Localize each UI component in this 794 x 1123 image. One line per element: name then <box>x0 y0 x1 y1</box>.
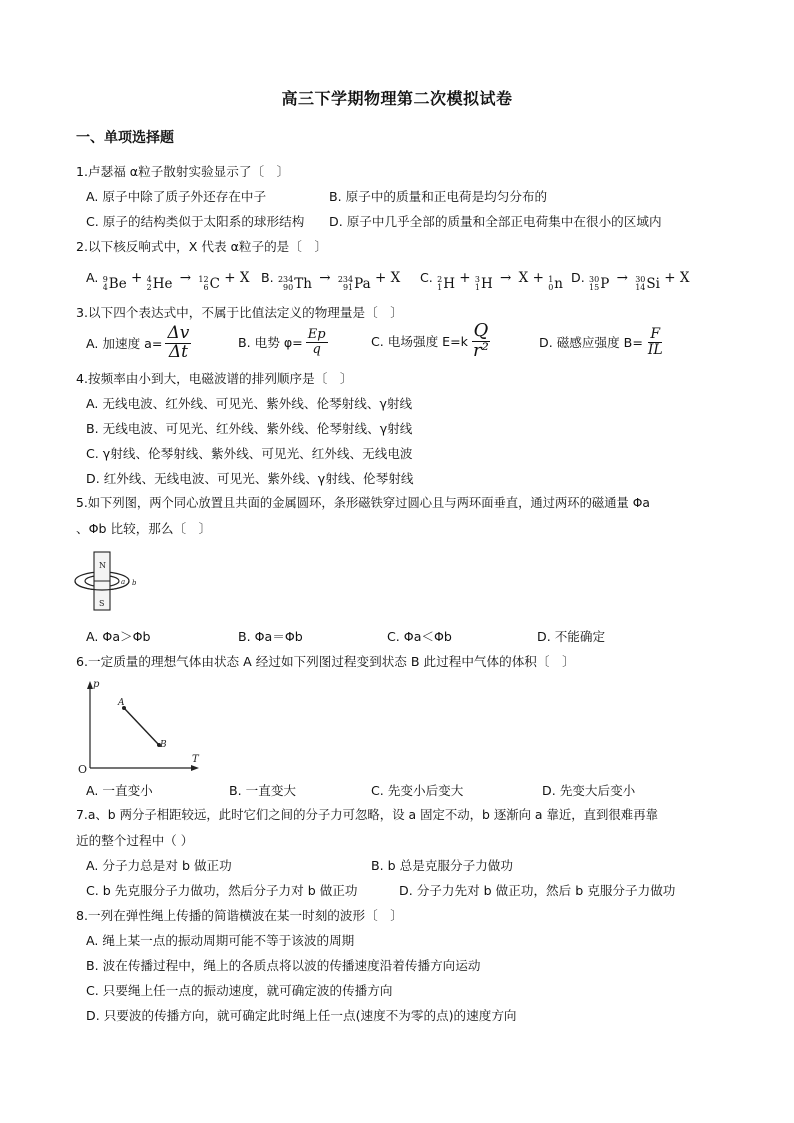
fraction-q-r2: $\frac{Q}{\text{r²}}$ <box>472 320 489 361</box>
question-5-stem-line-2: 、Φb 比较，那么〔 〕 <box>76 521 212 536</box>
question-3-option-d[interactable] <box>539 327 665 357</box>
question-8-option-b[interactable]: B. 波在传播过程中，绳上的各质点将以波的传播速度沿着传播方向运动 <box>86 958 481 973</box>
question-4-option-d[interactable]: D. 红外线、无线电波、可见光、紫外线、γ射线、伦琴射线 <box>86 471 414 486</box>
question-5-option-b[interactable]: B. Φa＝Φb <box>238 629 303 644</box>
question-2-option-c[interactable]: C. 2 1 H + 3 1 H → X + 1 0 n <box>420 270 563 292</box>
question-1-option-d[interactable]: D. 原子中几乎全部的质量和全部正电荷集中在很小的区域内 <box>329 214 662 229</box>
question-7-option-d[interactable]: D. 分子力先对 b 做正功，然后 b 克服分子力做功 <box>399 883 676 898</box>
origin-label: O <box>78 763 88 776</box>
magnet-south-label: S <box>99 599 105 608</box>
question-7-option-c[interactable]: C. b 先克服分子力做功，然后分子力对 b 做正功 <box>86 883 358 898</box>
question-7-option-b[interactable]: B. b 总是克服分子力做功 <box>371 858 513 873</box>
question-6-stem: 6.一定质量的理想气体由状态 A 经过如下列图过程变到状态 B 此过程中气体的体积〔 〕 <box>76 654 575 669</box>
question-6-option-d[interactable]: D. 先变大后变小 <box>542 783 636 798</box>
option-text: A. 加速度 a= <box>86 335 163 351</box>
option-text: C. 电场强度 E=k <box>371 333 468 349</box>
nuclide-n: 1 0 n <box>548 275 563 292</box>
question-8-option-d[interactable]: D. 只要波的传播方向，就可确定此时绳上任一点(速度不为零的点)的速度方向 <box>86 1008 517 1023</box>
ring-b-label: b <box>132 579 137 587</box>
question-5-option-c[interactable]: C. Φa＜Φb <box>387 629 452 644</box>
unknown-x: X <box>518 270 529 286</box>
fraction-ep-q: $\frac{Ep}{q}$ <box>307 327 326 357</box>
question-7-stem-line-2: 近的整个过程中（ ） <box>76 833 194 848</box>
question-3-option-c[interactable] <box>371 322 491 361</box>
question-1-option-a[interactable]: A. 原子中除了质子外还存在中子 <box>86 189 267 204</box>
option-label: A. <box>86 270 99 285</box>
nuclide-he: 4 2 He <box>146 275 173 292</box>
section-heading: 一、单项选择题 <box>76 130 174 146</box>
question-7-option-a[interactable]: A. 分子力总是对 b 做正功 <box>86 858 232 873</box>
question-3-stem: 3.以下四个表达式中，不属于比值法定义的物理量是〔 〕 <box>76 305 403 320</box>
question-2-stem: 2.以下核反响式中，X 代表 α粒子的是〔 〕 <box>76 239 328 254</box>
question-4-stem: 4.按频率由小到大，电磁波谱的排列顺序是〔 〕 <box>76 371 353 386</box>
question-1-option-b[interactable]: B. 原子中的质量和正电荷是均匀分布的 <box>329 189 548 204</box>
question-1-stem: 1.卢瑟福 α粒子散射实验显示了〔 〕 <box>76 164 290 179</box>
ring-a-label: a <box>121 578 126 586</box>
axis-p-label: p <box>93 679 100 690</box>
question-8-stem: 8.一列在弹性绳上传播的简谐横波在某一时刻的波形〔 〕 <box>76 908 403 923</box>
question-1-option-c[interactable]: C. 原子的结构类似于太阳系的球形结构 <box>86 214 305 229</box>
question-5-stem-line-1: 5.如下列图，两个同心放置且共面的金属圆环，条形磁铁穿过圆心且与两环面垂直，通过两环的磁通量 Φa <box>76 496 650 510</box>
question-7-stem-line-1: 7.a、b 两分子相距较远，此时它们之间的分子力可忽略，设 a 固定不动，b 逐渐向 a 靠近，直到很难再靠 <box>76 807 658 822</box>
option-label: D. <box>571 270 585 285</box>
axis-t-label: T <box>192 754 199 765</box>
question-8-option-c[interactable]: C. 只要绳上任一点的振动速度，就可确定波的传播方向 <box>86 983 393 998</box>
question-4-option-c[interactable]: C. γ射线、伦琴射线、紫外线、可见光、红外线、无线电波 <box>86 446 413 461</box>
nuclide-si: 30 14 Si <box>635 275 660 292</box>
question-3-option-b[interactable] <box>238 328 328 356</box>
nuclide-h2: 2 1 H <box>437 275 455 292</box>
nuclide-pa: 234 91 Pa <box>337 275 371 292</box>
nuclide-c: 12 6 C <box>198 275 220 292</box>
question-5-option-a[interactable]: A. Φa＞Φb <box>86 629 151 644</box>
question-4-option-b[interactable]: B. 无线电波、可见光、红外线、紫外线、伦琴射线、γ射线 <box>86 421 413 436</box>
point-a-label: A <box>118 698 125 708</box>
unknown-x: X <box>390 270 401 286</box>
option-label: B. <box>261 270 274 285</box>
option-text: D. 磁感应强度 B= <box>539 334 643 350</box>
question-3-option-a[interactable] <box>86 325 191 362</box>
option-label: C. <box>420 270 433 285</box>
page-title: 高三下学期物理第二次模拟试卷 <box>281 89 513 108</box>
fraction-f-il: $\frac{F}{IL}$ <box>647 326 663 358</box>
unknown-x: X <box>239 270 250 286</box>
question-5-option-d[interactable]: D. 不能确定 <box>537 629 606 644</box>
question-6-option-a[interactable]: A. 一直变小 <box>86 783 153 798</box>
question-6-option-b[interactable]: B. 一直变大 <box>229 783 297 798</box>
magnet-rings-figure <box>72 544 152 616</box>
question-2-option-d[interactable]: D. 30 15 P → 30 14 Si + X <box>571 270 690 292</box>
option-text: B. 电势 φ= <box>238 334 303 350</box>
point-b-label: B <box>160 740 167 750</box>
question-6-option-c[interactable]: C. 先变小后变大 <box>371 783 464 798</box>
magnet-north-label: N <box>99 561 106 570</box>
p-t-graph-figure <box>74 676 204 776</box>
nuclide-th: 234 90 Th <box>277 275 312 292</box>
nuclide-h3: 3 1 H <box>474 275 493 292</box>
nuclide-p: 30 15 P <box>589 275 610 292</box>
fraction-dv-dt: $\frac{\Delta v}{\Delta t}$ <box>167 323 190 362</box>
nuclide-be: 9 4 Be <box>102 275 127 292</box>
question-8-option-a[interactable]: A. 绳上某一点的振动周期可能不等于该波的周期 <box>86 933 355 948</box>
unknown-x: X <box>679 270 690 286</box>
question-2-option-b[interactable]: B. 234 90 Th → 234 91 Pa + X <box>261 270 401 292</box>
question-4-option-a[interactable]: A. 无线电波、红外线、可见光、紫外线、伦琴射线、γ射线 <box>86 396 413 411</box>
question-2-option-a[interactable]: A. 9 4 Be + 4 2 He → 12 6 C + X <box>86 270 250 292</box>
